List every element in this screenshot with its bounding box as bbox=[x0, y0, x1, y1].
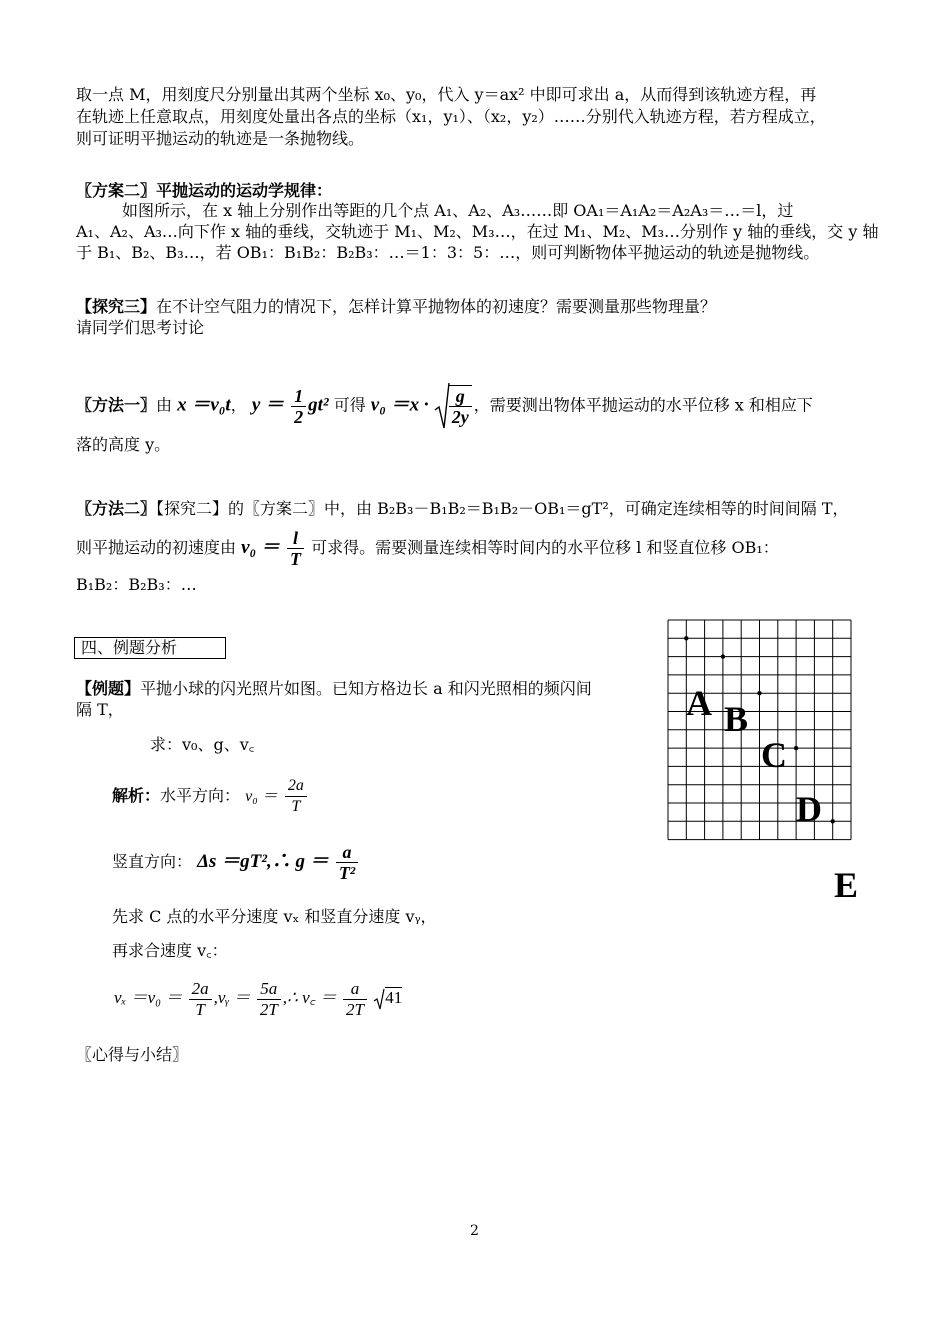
vx-denominator: T bbox=[195, 999, 205, 1019]
method1-line-2: 落的高度 y。 bbox=[76, 435, 171, 454]
method1-half-fraction bbox=[291, 386, 306, 427]
ball-position-dot bbox=[721, 654, 725, 658]
example-line-1 bbox=[76, 678, 592, 700]
vertical-label: 竖直方向： bbox=[112, 852, 193, 871]
radical-sign-icon bbox=[373, 988, 385, 1010]
method1-label: 〖方法一〗 bbox=[76, 395, 157, 415]
method1-sqrt-fraction bbox=[449, 385, 472, 427]
example-text-1: 平抛小球的闪光照片如图。已知方格边长 a 和闪光照相的频闪间 bbox=[140, 679, 592, 698]
vx-lhs: vₓ ＝v₀ ＝ bbox=[114, 988, 183, 1007]
vertical-equation: Δs ＝gT²,∴ g ＝ bbox=[197, 851, 329, 872]
g-denominator: T² bbox=[338, 863, 356, 883]
method2-label: 〖方法二〗 bbox=[76, 499, 157, 518]
method1-eq-y-lhs: y ＝ bbox=[251, 394, 285, 416]
example-then-step: 再求合速度 v꜀： bbox=[112, 941, 228, 960]
example-final-formula bbox=[114, 976, 402, 1020]
label-b: B bbox=[724, 699, 749, 739]
method2-line-2 bbox=[76, 526, 779, 570]
horizontal-label: 水平方向： bbox=[160, 786, 241, 805]
half-numerator: 1 bbox=[291, 386, 306, 407]
example-label: 【例题】 bbox=[76, 679, 141, 698]
vc-lhs: ,∴ v꜀ ＝ bbox=[282, 988, 337, 1007]
vc-denominator: 2T bbox=[346, 999, 364, 1019]
method2-line-3: B₁B₂：B₂B₃：… bbox=[76, 575, 197, 594]
t-denominator: T bbox=[290, 549, 302, 569]
example-horizontal-line bbox=[112, 774, 309, 819]
grid-svg bbox=[666, 618, 852, 842]
vc-sqrt-value: 41 bbox=[385, 988, 403, 1007]
g-fraction bbox=[336, 842, 358, 883]
ball-position-dot bbox=[831, 819, 835, 823]
ball-position-dot bbox=[757, 691, 761, 695]
method2-fraction bbox=[287, 528, 304, 569]
method1-sqrt bbox=[434, 382, 474, 430]
half-denominator: 2 bbox=[294, 406, 304, 427]
explore3-discuss: 请同学们思考讨论 bbox=[76, 318, 205, 337]
radical-sign-icon bbox=[434, 382, 450, 430]
method1-gt2: gt² bbox=[308, 394, 329, 416]
method2-pre: 则平抛运动的初速度由 bbox=[76, 538, 237, 557]
intro-line-1: 取一点 M，用刻度尺分别量出其两个坐标 x₀、y₀，代入 y＝ax² 中即可求出 a，从而得到该轨迹方程，再 bbox=[76, 85, 817, 104]
vc-numerator: a bbox=[343, 979, 367, 1000]
method1-get: 可得 bbox=[333, 395, 366, 415]
summary-heading: 〖心得与小结〗 bbox=[76, 1045, 189, 1064]
method2-post: 可求得。需要测量连续相等时间内的水平位移 l 和竖直位移 OB₁： bbox=[311, 538, 779, 557]
vy-fraction bbox=[257, 979, 281, 1020]
vx-fraction bbox=[189, 979, 212, 1020]
method1-v0-lhs: v₀ ＝x · bbox=[370, 394, 429, 416]
vc-fraction bbox=[343, 979, 367, 1020]
section4-title: 四、例题分析 bbox=[74, 637, 226, 659]
method1-tail: ，需要测出物体平抛运动的水平位移 x 和相应下 bbox=[473, 395, 813, 415]
page-number: 2 bbox=[470, 1223, 479, 1239]
sqrt-numerator: g bbox=[449, 386, 472, 407]
vy-lhs: ,vᵧ ＝ bbox=[213, 988, 251, 1007]
v0-denominator: T bbox=[291, 798, 301, 815]
explore3-block bbox=[76, 296, 716, 318]
label-e: E bbox=[834, 865, 859, 905]
explore3-title: 【探究三】 bbox=[76, 297, 157, 316]
method1-by: 由 bbox=[156, 395, 173, 415]
method1-comma: ， bbox=[230, 395, 247, 415]
g-numerator: a bbox=[336, 842, 358, 863]
method1-formula-line bbox=[76, 382, 813, 430]
label-a: A bbox=[686, 683, 712, 723]
label-c: C bbox=[761, 735, 787, 775]
explore3-question: 在不计空气阻力的情况下，怎样计算平抛物体的初速度？需要测量那些物理量？ bbox=[156, 297, 717, 316]
ball-position-dot bbox=[794, 746, 798, 750]
plan2-line-1: 如图所示，在 x 轴上分别作出等距的几个点 A₁、A₂、A₃……即 OA₁＝A₁A₂＝A₂A₃＝…＝l，过 bbox=[122, 201, 794, 220]
vx-numerator: 2a bbox=[189, 979, 212, 1000]
ball-position-dot bbox=[684, 636, 688, 640]
sqrt-denominator: 2y bbox=[451, 407, 469, 427]
intro-line-3: 则可证明平抛运动的轨迹是一条抛物线。 bbox=[76, 129, 365, 148]
plan2-line-3: 于 B₁、B₂、B₃…，若 OB₁：B₁B₂：B₂B₃：…＝1：3：5：…，则可判断物体平抛运动的轨迹是抛物线。 bbox=[76, 243, 820, 262]
example-first-step: 先求 C 点的水平分速度 vₓ 和竖直分速度 vᵧ， bbox=[112, 907, 437, 926]
label-d: D bbox=[796, 789, 822, 829]
method1-eq-x: x ＝v₀t bbox=[177, 394, 231, 416]
v0-numerator: 2a bbox=[285, 776, 307, 797]
grid-lines bbox=[668, 620, 851, 840]
l-numerator: l bbox=[287, 528, 304, 549]
example-find: 求：v₀、g、v꜀ bbox=[150, 735, 255, 754]
solution-label: 解析： bbox=[112, 786, 161, 805]
method2-text-1: 【探究二】的〖方案二〗中，由 B₂B₃－B₁B₂＝B₁B₂－OB₁＝gT²，可确定连续相等的时间间隔 T， bbox=[156, 499, 849, 518]
method2-line-1 bbox=[76, 498, 849, 520]
v0-lhs: v₀ ＝ bbox=[245, 788, 278, 805]
plan2-line-2: A₁、A₂、A₃…向下作 x 轴的垂线，交轨迹于 M₁、M₂、M₃…，在过 M₁、M₂、M₃…分别作 y 轴的垂线，交 y 轴 bbox=[76, 222, 879, 241]
v0-fraction bbox=[285, 776, 307, 817]
intro-line-2: 在轨迹上任意取点，用刻度处量出各点的坐标（x₁，y₁）、（x₂，y₂）……分别代入轨迹方程，若方程成立， bbox=[76, 107, 826, 126]
method2-v0-lhs: v₀ ＝ bbox=[241, 537, 280, 558]
plan2-title: 〖方案二〗平抛运动的运动学规律： bbox=[76, 181, 333, 200]
vy-numerator: 5a bbox=[257, 979, 281, 1000]
example-vertical-line bbox=[112, 840, 360, 884]
vy-denominator: 2T bbox=[259, 999, 278, 1019]
example-line-2: 隔 T， bbox=[76, 700, 124, 719]
